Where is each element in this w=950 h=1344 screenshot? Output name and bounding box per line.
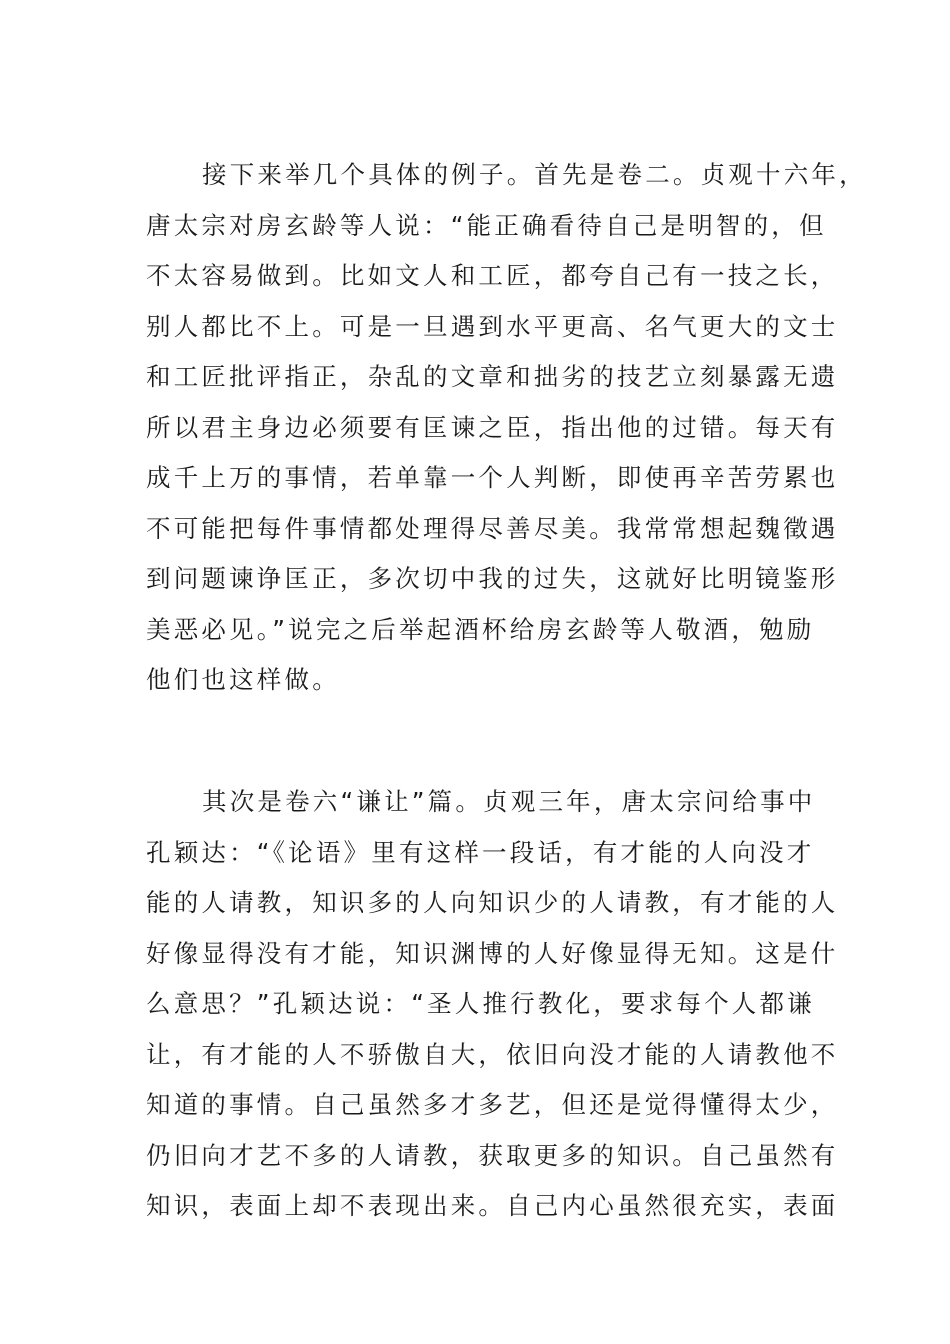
paragraph-line: 他们也这样做。: [146, 665, 340, 694]
paragraph-line: 到问题谏诤匡正，多次切中我的过失，这就好比明镜鉴形: [146, 564, 839, 593]
paragraph-line: 不太容易做到。比如文人和工匠，都夸自己有一技之长，: [146, 261, 839, 290]
paragraph-line: 知道的事情。自己虽然多才多艺，但还是觉得懂得太少，: [146, 1090, 839, 1119]
paragraph-line: 别人都比不上。可是一旦遇到水平更高、名气更大的文士: [146, 311, 839, 341]
paragraph-line: 成千上万的事情，若单靠一个人判断，即使再辛苦劳累也: [146, 463, 839, 492]
paragraph-line: 知识，表面上却不表现出来。自己内心虽然很充实，表面: [146, 1191, 839, 1220]
paragraph-line: 美恶必见。”说完之后举起酒杯给房玄龄等人敬酒，勉励: [146, 614, 815, 644]
paragraph-1: [146, 150, 867, 706]
paragraph-line: 其次是卷六“谦让”篇。贞观三年，唐太宗问给事中: [202, 787, 816, 816]
paragraph-line: 和工匠批评指正，杂乱的文章和拙劣的技艺立刻暴露无遗: [146, 362, 839, 391]
paragraph-line: 仍旧向才艺不多的人请教，获取更多的知识。自己虽然有: [146, 1140, 839, 1170]
paragraph-line: 好像显得没有才能，知识渊博的人好像显得无知。这是什: [146, 938, 839, 968]
paragraph-line: 么意思？”孔颖达说：“圣人推行教化，要求每个人都谦: [146, 989, 815, 1018]
paragraph-line: 不可能把每件事情都处理得尽善尽美。我常常想起魏徵遇: [146, 513, 839, 543]
paragraph-line: 孔颖达：“《论语》里有这样一段话，有才能的人向没才: [146, 837, 815, 867]
paragraph-line: 唐太宗对房玄龄等人说：“能正确看待自己是明智的，但: [146, 210, 827, 240]
paragraph-line: 让，有才能的人不骄傲自大，依旧向没才能的人请教他不: [146, 1039, 839, 1069]
paragraph-line: 接下来举几个具体的例子。首先是卷二。贞观十六年，: [202, 160, 867, 189]
paragraph-line: 能的人请教，知识多的人向知识少的人请教，有才能的人: [146, 888, 839, 917]
paragraph-2: [146, 777, 839, 1232]
paragraph-line: 所以君主身边必须要有匡谏之臣，指出他的过错。每天有: [146, 412, 839, 442]
